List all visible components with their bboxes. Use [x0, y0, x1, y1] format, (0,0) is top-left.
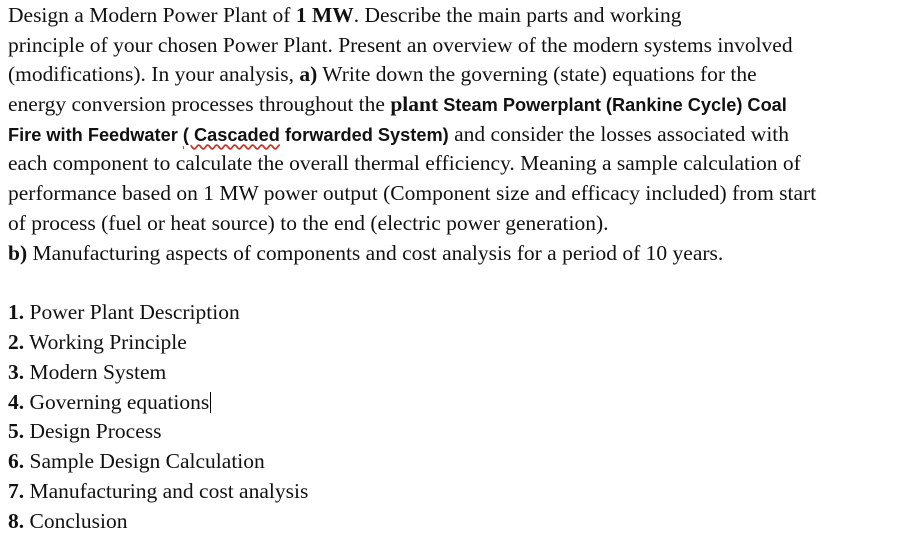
outline-item-number: 2.: [8, 329, 25, 354]
prompt-sans-bold-text: Fire with Feedwater: [8, 124, 183, 145]
outline-item-text: Design Process: [24, 419, 162, 444]
outline-item-text: Governing equations: [24, 389, 210, 414]
prompt-text: principle of your chosen Power Plant. Present an overview of the modern systems involved: [8, 32, 793, 57]
prompt-text: and consider the losses associated with: [448, 121, 790, 146]
prompt-line-7: [8, 179, 912, 209]
part-a-label: a): [299, 62, 318, 87]
assignment-prompt: [8, 1, 912, 268]
spellcheck-flagged-word[interactable]: ( Cascaded: [182, 124, 280, 145]
prompt-line-5: [8, 120, 912, 150]
prompt-text: of process (fuel or heat source) to the end (electric power generation).: [8, 210, 609, 235]
outline-item-number: 6.: [8, 449, 25, 474]
outline-item-text: Sample Design Calculation: [24, 449, 265, 474]
document-body[interactable]: [8, 1, 912, 537]
outline-item-number: 1.: [8, 300, 25, 325]
prompt-text: each component to calculate the overall thermal efficiency. Meaning a sample calculation of: [8, 151, 801, 176]
outline-item-number: 4.: [8, 389, 25, 414]
outline-item-number: 5.: [8, 419, 25, 444]
prompt-line-8: [8, 209, 912, 239]
text-cursor: [210, 392, 211, 413]
prompt-text: energy conversion processes throughout the: [8, 92, 391, 117]
prompt-line-2: [8, 31, 912, 61]
prompt-line-1: [8, 1, 912, 31]
outline-item-text: Power Plant Description: [24, 300, 240, 325]
outline-item-number: 7.: [8, 478, 25, 503]
outline-item-text: Manufacturing and cost analysis: [24, 478, 309, 503]
prompt-text: Manufacturing aspects of components and cost analysis for a period of 10 years.: [27, 240, 724, 265]
outline-item: [8, 447, 912, 477]
outline-item: [8, 328, 912, 358]
outline-item-text: Working Principle: [24, 329, 187, 354]
prompt-bold-capacity: 1 MW: [295, 3, 354, 27]
prompt-text: . Describe the main parts and working: [353, 3, 682, 27]
prompt-bold-plant: plant: [390, 92, 439, 117]
outline-item: [8, 417, 912, 447]
outline-item-number: 3.: [8, 359, 25, 384]
prompt-sans-bold-text: Steam Powerplant (Rankine Cycle) Coal: [438, 95, 787, 116]
prompt-text: performance based on 1 MW power output (Component size and efficacy included) from start: [8, 181, 817, 206]
prompt-text: Design a Modern Power Plant of: [8, 3, 296, 27]
outline-item-text: Modern System: [24, 359, 167, 384]
outline-item-number: 8.: [8, 508, 25, 533]
outline-item: [8, 358, 912, 388]
prompt-line-9: [8, 239, 912, 269]
outline-item: [8, 477, 912, 507]
outline-list: [8, 298, 912, 536]
part-b-label: b): [8, 240, 28, 265]
prompt-line-4: [8, 90, 912, 120]
outline-item: [8, 298, 912, 328]
prompt-sans-bold-text: forwarded System): [279, 124, 449, 145]
outline-item: [8, 388, 912, 418]
prompt-line-3: [8, 60, 912, 90]
prompt-text: (modifications). In your analysis,: [8, 62, 300, 87]
outline-item-text: Conclusion: [24, 508, 128, 533]
prompt-text: Write down the governing (state) equations for the: [317, 62, 757, 87]
paragraph-spacer: [8, 268, 912, 298]
outline-item: [8, 507, 912, 537]
prompt-line-6: [8, 149, 912, 179]
